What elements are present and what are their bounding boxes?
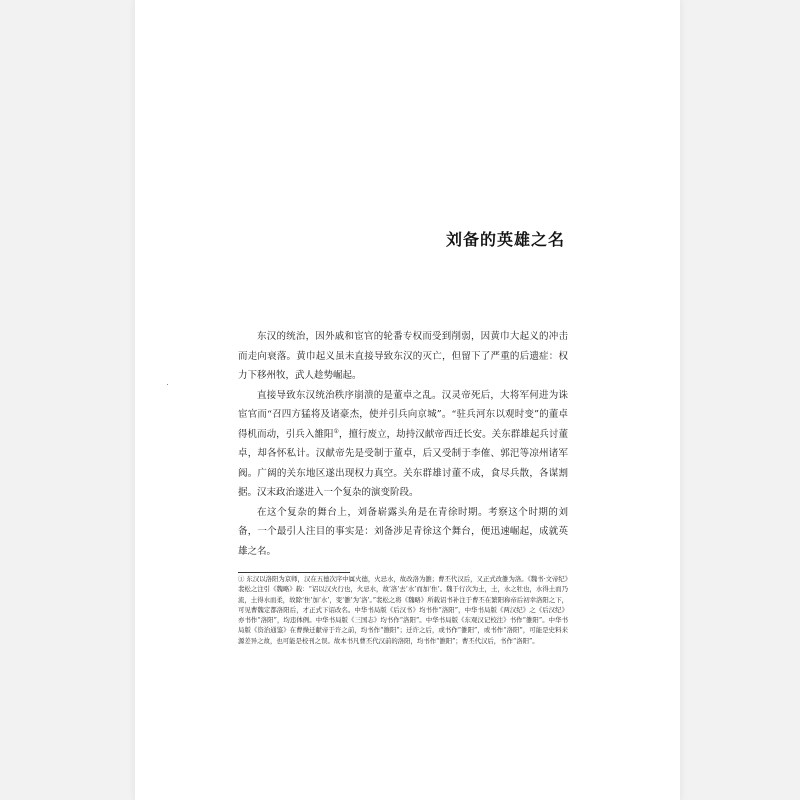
chapter-title: 刘备的英雄之名 <box>445 229 565 249</box>
footnote <box>238 574 568 646</box>
paragraph-1: 东汉的统治，因外戚和宦官的轮番专权而受到削弱，因黄巾大起义的冲击而走向衰落。黄巾起义虽未直接导致东汉的灭亡，但留下了严重的后遗症：权力下移州牧，武人趁势崛起。 <box>238 331 568 381</box>
footnote-divider <box>238 572 350 573</box>
body-text <box>238 327 568 561</box>
footnote-text: ① 东汉以洛阳为京师，汉在五德次序中属火德，火忌水，故改洛为雒；曹丕代汉后，又正式改雒为洛。《魏书·文帝纪》裴松之注引《魏略》载：“诏以汉火行也，火忌水，故‘洛’去‘水’而加‘隹’。魏于行次为土，土，水之牡也，水得土而乃流，土得水而柔，故除‘隹’加‘水’，变‘雒’为‘洛’。”裴松之将《魏略》所载诏书补注于曹丕在繁阳称帝后初幸洛阳之下，可见曹魏定都洛阳后，才正式下诏改名。中华书局版《后汉书》均书作“洛阳”，中华书局版《两汉纪》之《后汉纪》亦书作“洛阳”，均违体例。中华书局版《三国志》均书作“洛阳”。中华书局版《东观汉记校注》书作“雒阳”。中华书局版《资治通鉴》在曹操迁献帝于许之前，均书作“雒阳”；迁许之后，或书作“雒阳”，或书作“洛阳”，可能是史料来源差异之故，也可能是校刊之误。故本书凡曹丕代汉前的洛阳，均书作“雒阳”；曹丕代汉后，书作“洛阳”。 <box>238 575 568 645</box>
paragraph-2 <box>238 386 568 503</box>
paragraph-3: 在这个复杂的舞台上，刘备崭露头角是在青徐时期。考察这个时期的刘备，一个最引人注目的事实是：刘备涉足青徐这个舞台，便迅速崛起，成就英雄之名。 <box>238 506 568 557</box>
margin-mark <box>167 384 168 385</box>
paragraph-2-part-1: 直接导致东汉统治秩序崩溃的是董卓之乱。汉灵帝死后，大将军何进为诛宦官而“召四方猛将及诸豪杰，使并引兵向京城”。“驻兵河东以观时变”的董卓得机而动，引兵入雒阳 <box>238 389 568 440</box>
paragraph-2-part-2: ，擅行废立，劫持汉献帝西迁长安。关东群雄起兵讨董卓，却各怀私计。汉献帝先是受制于董卓，后又受制于李傕、郭汜等凉州诸军阀。广阔的关东地区遂出现权力真空。关东群雄讨董不成，食尽兵散，各谋割据。汉末政治遂进入一个复杂的演变阶段。 <box>238 428 568 498</box>
book-page <box>135 0 680 800</box>
footnote-reference[interactable]: ① <box>333 427 339 435</box>
